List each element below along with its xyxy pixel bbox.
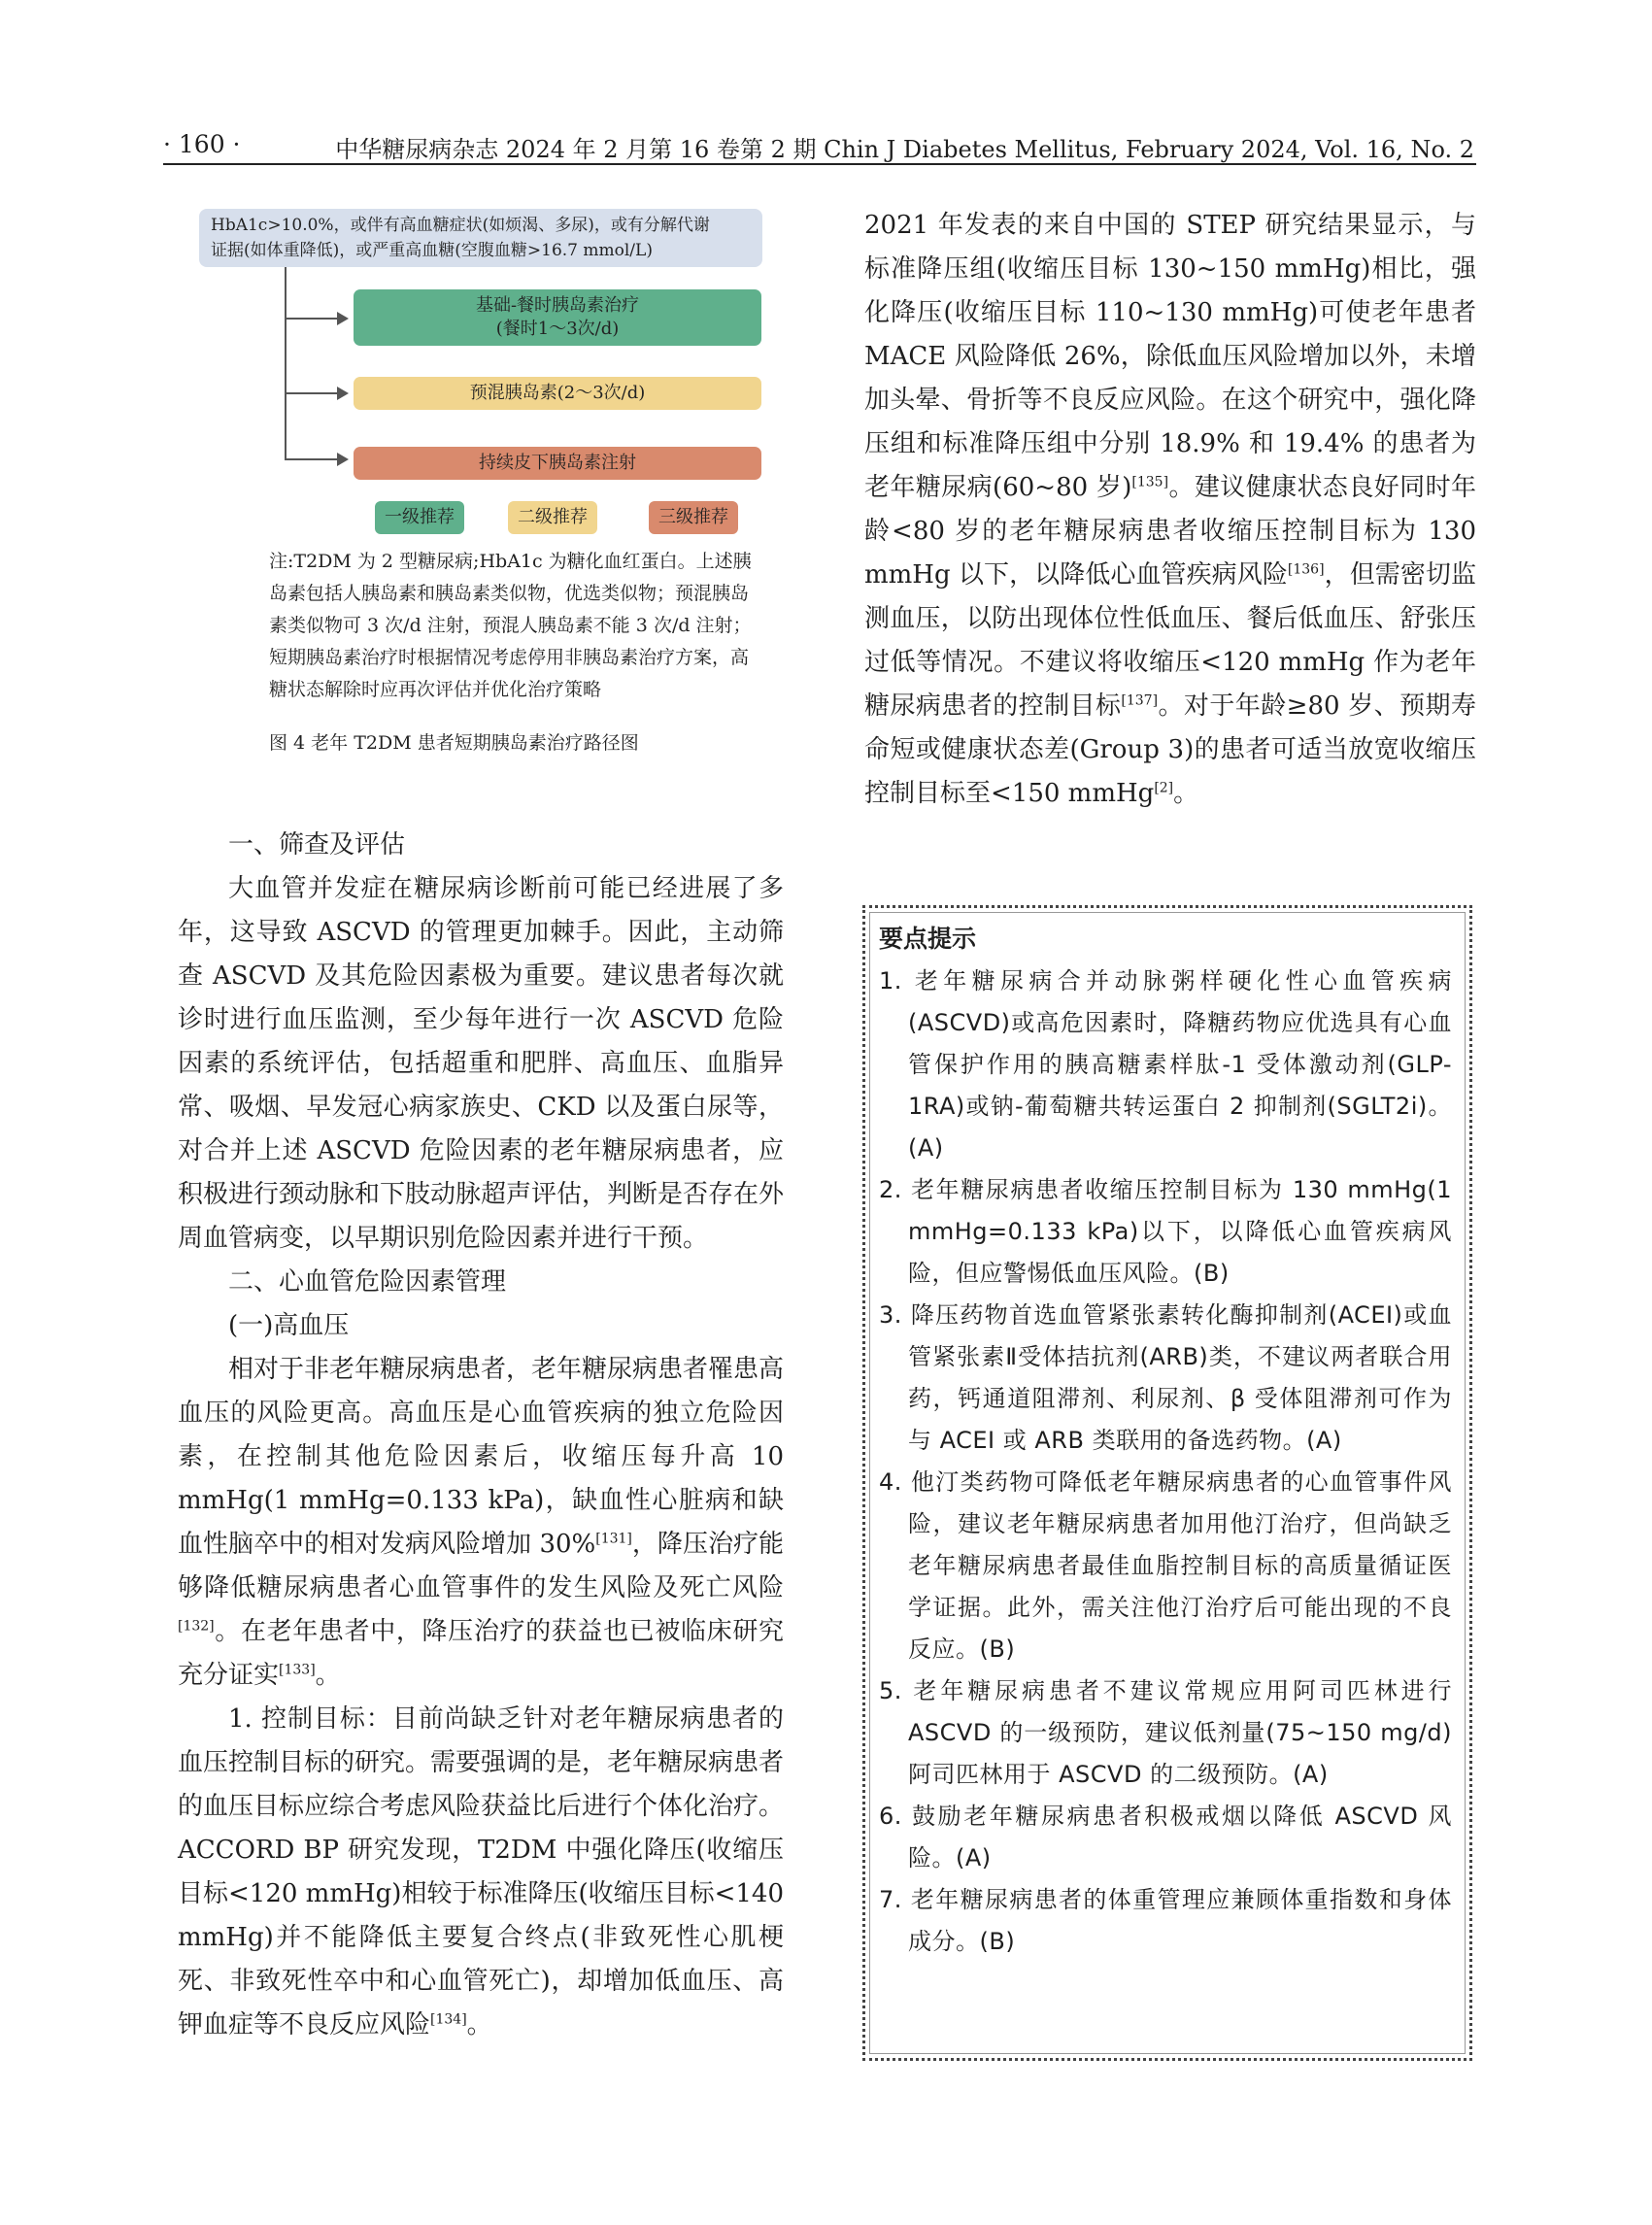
basal-bolus-box bbox=[354, 289, 761, 346]
criteria-line-1: HbA1c>10.0%，或伴有高血糖症状(如烦渴、多尿)，或有分解代谢 bbox=[211, 216, 710, 235]
citation: [136] bbox=[1287, 561, 1325, 578]
arrow-3 bbox=[337, 453, 349, 466]
paragraph-screening: 大血管并发症在糖尿病诊断前可能已经进展了多年，这导致 ASCVD 的管理更加棘手。因此，主动筛查 ASCVD 及其危险因素极为重要。建议患者每次就诊时进行血压监测，至少每年进行一次 ASCVD 危险因素的系统评估，包括超重和肥胖、高血压、血脂异常、吸烟、早发冠心病家族史、CKD 以及蛋白尿等，对合并上述 ASCVD 危险因素的老年糖尿病患者，应积极进行颈动脉和下肢动脉超声评估，判断是否存在外周血管病变，以早期识别危险因素并进行干预。 bbox=[178, 874, 785, 1253]
text-segment: 相对于非老年糖尿病患者，老年糖尿病患者罹患高血压的风险更高。高血压是心血管疾病的独立危险因素，在控制其他危险因素后，收缩压每升高 10 mmHg(1 mmHg=0.133 kPa)，缺血性心脏病和缺血性脑卒中的相对发病风险增加 30% bbox=[178, 1355, 785, 1559]
text-segment: 1. 控制目标：目前尚缺乏针对老年糖尿病患者的血压控制目标的研究。需要强调的是，老年糖尿病患者的血压目标应综合考虑风险获益比后进行个体化治疗。ACCORD BP 研究发现，T2DM 中强化降压(收缩压目标<120 mmHg)相较于标准降压(收缩压目标<140 mmHg)并不能降低主要复合终点(非致死性心肌梗死、非致死性卒中和心血管死亡)，却增加低血压、高钾血症等不良反应风险 bbox=[178, 1704, 785, 2040]
header-rule bbox=[163, 163, 1476, 165]
text-segment: ，但需密切监测血压，以防出现体位性低血压、餐后低血压、舒张压过低等情况。不建议将收缩压<120 mmHg 作为老年糖尿病患者的控制目标 bbox=[864, 560, 1476, 721]
left-column bbox=[178, 824, 784, 2047]
citation: [132] bbox=[178, 1618, 215, 1635]
flow-branch-2 bbox=[285, 392, 339, 394]
key-point-item: 4. 他汀类药物可降低老年糖尿病患者的心血管事件风险，建议老年糖尿病患者加用他汀治疗，但尚缺乏老年糖尿病患者最佳血脂控制目标的高质量循证医学证据。此外，需关注他汀治疗后可能出现的不良反应。(B) bbox=[879, 1468, 1452, 1663]
citation: [133] bbox=[279, 1662, 316, 1678]
flow-trunk-line bbox=[285, 267, 287, 459]
flow-branch-1 bbox=[285, 318, 339, 320]
citation: [134] bbox=[430, 2011, 467, 2028]
paragraph-hypertension bbox=[178, 1348, 784, 1698]
text-segment: 2021 年发表的来自中国的 STEP 研究结果显示，与标准降压组(收缩压目标 130~150 mmHg)相比，强化降压(收缩压目标 110~130 mmHg)可使老年患者 MACE 风险降低 26%，除低血压风险增加以外，未增加头晕、骨折等不良反应风险。在这个研究中，强化降压组和标准降压组中分别 18.9% 和 19.4% 的患者为老年糖尿病(60~80 岁) bbox=[864, 211, 1476, 502]
paragraph-step-study bbox=[864, 204, 1476, 816]
legend-level-2: 二级推荐 bbox=[508, 501, 597, 534]
flow-branch-3 bbox=[285, 458, 339, 460]
box3-label: 持续皮下胰岛素注射 bbox=[479, 453, 636, 473]
right-column bbox=[864, 204, 1476, 816]
key-points-title: 要点提示 bbox=[879, 925, 977, 953]
text-segment: 。 bbox=[466, 2010, 492, 2040]
citation: [137] bbox=[1121, 692, 1159, 709]
section-heading-1: 一、筛查及评估 bbox=[228, 830, 406, 860]
key-points-box bbox=[862, 905, 1472, 2061]
key-point-item: 3. 降压药物首选血管紧张素转化酶抑制剂(ACEI)或血管紧张素Ⅱ受体拮抗剂(ARB)类，不建议两者联合用药，钙通道阻滞剂、利尿剂、β 受体阻滞剂可作为与 ACEI 或 ARB 类联用的备选药物。(A) bbox=[879, 1301, 1452, 1454]
legend-level-1: 一级推荐 bbox=[375, 501, 464, 534]
key-point-item: 1. 老年糖尿病合并动脉粥样硬化性心血管疾病(ASCVD)或高危因素时，降糖药物应优选具有心血管保护作用的胰高糖素样肽-1 受体激动剂(GLP-1RA)或钠-葡萄糖共转运蛋白 2 抑制剂(SGLT2i)。(A) bbox=[879, 967, 1452, 1162]
arrow-2 bbox=[337, 387, 349, 400]
figure-note: 注:T2DM 为 2 型糖尿病;HbA1c 为糖化血红蛋白。上述胰岛素包括人胰岛素和胰岛素类似物，优选类似物；预混胰岛素类似物可 3 次/d 注射，预混人胰岛素不能 3 次/d 注射；短期胰岛素治疗时根据情况考虑停用非胰岛素治疗方案，高糖状态解除时应再次评估并优化治疗策略 bbox=[269, 551, 752, 700]
box1-line-1: 基础-餐时胰岛素治疗 bbox=[475, 295, 640, 316]
page-number: · 160 · bbox=[163, 130, 241, 158]
subsection-heading-hypertension: (一)高血压 bbox=[228, 1311, 350, 1340]
key-point-item: 2. 老年糖尿病患者收缩压控制目标为 130 mmHg(1 mmHg=0.133 kPa)以下，以降低心血管疾病风险，但应警惕低血压风险。(B) bbox=[879, 1176, 1452, 1287]
key-point-item: 6. 鼓励老年糖尿病患者积极戒烟以降低 ASCVD 风险。(A) bbox=[879, 1803, 1452, 1871]
figure-criteria-box bbox=[199, 209, 762, 267]
box2-label: 预混胰岛素(2～3次/d) bbox=[469, 383, 646, 403]
key-point-item: 5. 老年糖尿病患者不建议常规应用阿司匹林进行 ASCVD 的一级预防，建议低剂量(75~150 mg/d)阿司匹林用于 ASCVD 的二级预防。(A) bbox=[879, 1677, 1452, 1788]
legend-level-3: 三级推荐 bbox=[649, 501, 738, 534]
premixed-insulin-box bbox=[354, 377, 761, 410]
arrow-1 bbox=[337, 312, 349, 325]
text-segment: 。在老年患者中，降压治疗的获益也已被临床研究充分证实 bbox=[178, 1617, 784, 1690]
criteria-line-2: 证据(如体重降低)，或严重高血糖(空腹血糖>16.7 mmol/L) bbox=[211, 241, 653, 260]
journal-header: 中华糖尿病杂志 2024 年 2 月第 16 卷第 2 期 Chin J Diabetes Mellitus, February 2024, Vol. 16, No. 2 bbox=[335, 136, 1474, 163]
figure-caption: 图 4 老年 T2DM 患者短期胰岛素治疗路径图 bbox=[269, 732, 639, 754]
paragraph-control-target bbox=[178, 1698, 784, 2047]
text-segment: 。对于年龄≥80 岁、预期寿命短或健康状态差(Group 3)的患者可适当放宽收缩压控制目标至<150 mmHg bbox=[864, 691, 1476, 808]
text-segment: 。 bbox=[1173, 779, 1199, 808]
text-segment: 。 bbox=[315, 1661, 341, 1690]
citation: [2] bbox=[1154, 780, 1174, 796]
key-point-item: 7. 老年糖尿病患者的体重管理应兼顾体重指数和身体成分。(B) bbox=[879, 1886, 1452, 1955]
box1-line-2: (餐时1～3次/d) bbox=[495, 319, 620, 339]
citation: [131] bbox=[595, 1531, 632, 1547]
text-segment: ，降压治疗能够降低糖尿病患者心血管事件的发生风险及死亡风险 bbox=[178, 1530, 784, 1602]
csii-box bbox=[354, 447, 761, 480]
citation: [135] bbox=[1131, 474, 1169, 490]
section-heading-2: 二、心血管危险因素管理 bbox=[228, 1267, 507, 1297]
text-segment: 。建议健康状态良好同时年龄<80 岁的老年糖尿病患者收缩压控制目标为 130 mmHg 以下，以降低心血管疾病风险 bbox=[864, 473, 1476, 590]
